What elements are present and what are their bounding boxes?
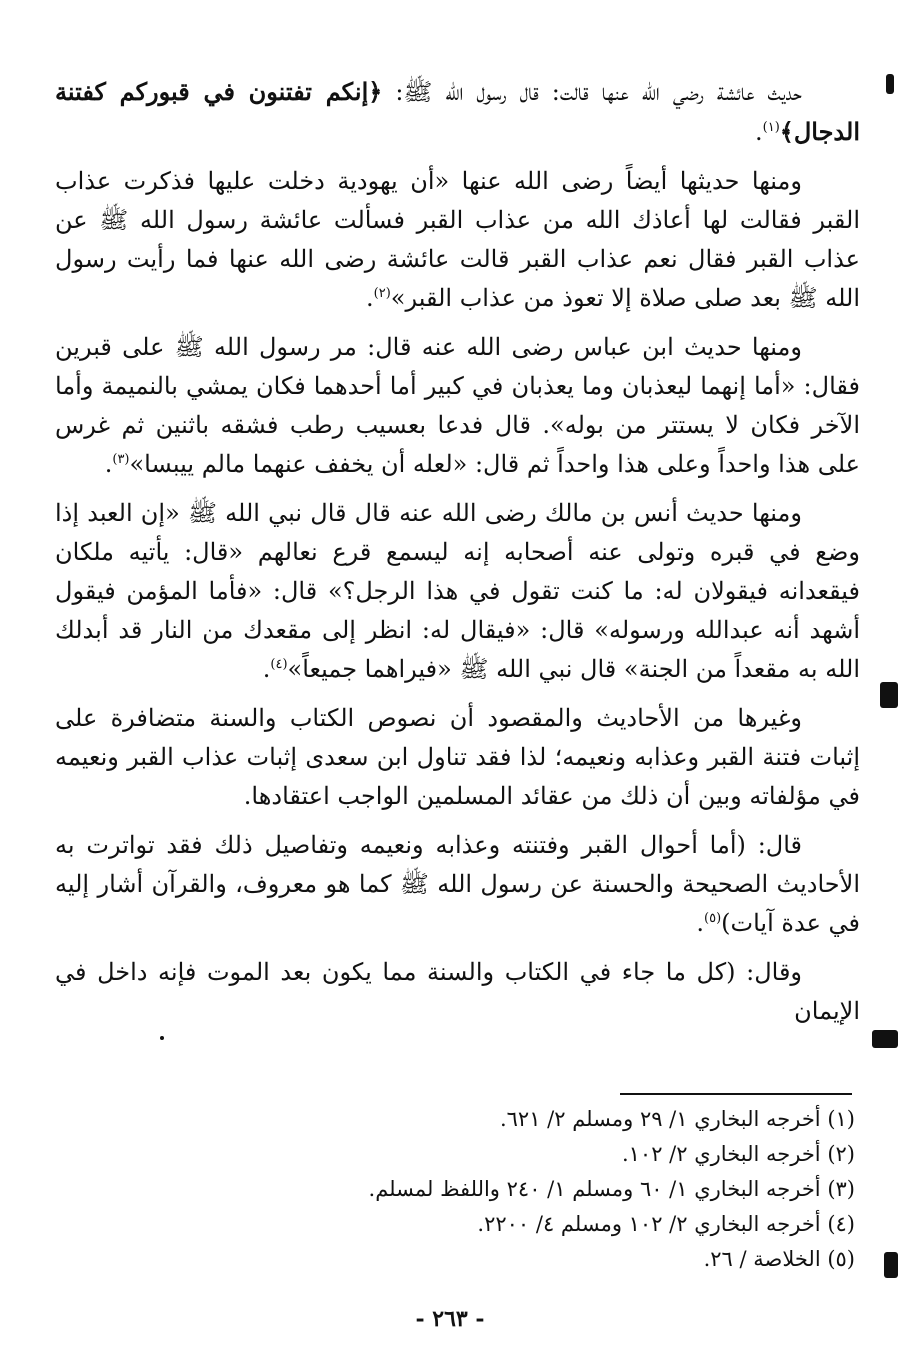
paragraph-text: قال: (أما أحوال القبر وفتنته وعذابه ونعيمه وتفاصيل ذلك فقد تواترت به الأحاديث الصحيحة والحسنة عن رسول الله ﷺ كما هو معروف، والقرآن أشار إليه في عدة آيات) [55, 831, 860, 937]
paragraph-5 [55, 699, 860, 816]
paragraph-text: ومنها حديث أنس بن مالك رضى الله عنه قال قال نبي الله ﷺ «إن العبد إذا وضع في قبره وتولى عنه أصحابه إنه ليسمع قرع نعالهم «قال: يأتيه ملكان فيقعدانه فيقولان له: ما كنت تقول في هذا الرجل؟» قال: «فأما المؤمن فيقول أشهد أنه عبدالله ورسوله» قال: «فيقال له: انظر إلى مقعدك من النار قد أبدلك الله به مقعداً من الجنة» قال نبي الله ﷺ «فيراهما جميعاً» [55, 499, 860, 683]
footnote-ref: (٢) [373, 286, 391, 301]
scan-mark [884, 1252, 898, 1278]
footnote-ref: (٤) [270, 657, 288, 672]
footnote-ref: (٥) [704, 911, 722, 926]
hadith-quote: ﴿إنكم تفتنون في قبوركم كفتنة الدجال﴾ [55, 77, 860, 146]
paragraph-end: . [754, 118, 763, 146]
footnote-ref: (١) [762, 120, 780, 135]
paragraph-text: ومنها حديث ابن عباس رضى الله عنه قال: مر رسول الله ﷺ على قبرين فقال: «أما إنهما ليعذبان وما يعذبان في كبير أما أحدهما فكان يمشي بالنميمة وأما الآخر فكان لا يستتر من بوله». قال فدعا بعسيب رطب فشقه باثنين ثم غرس على هذا واحداً وعلى هذا واحداً ثم قال: «لعله أن يخفف عنهما مالم ييبسا» [55, 333, 860, 478]
paragraph-end: . [262, 655, 271, 683]
paragraph-3 [55, 328, 860, 484]
footnote-5: (٥) الخلاصة / ٢٦. [703, 1247, 855, 1271]
paragraph-end: . [366, 284, 374, 312]
paragraph-1 [55, 72, 860, 152]
footnote-ref: (٣) [112, 452, 130, 467]
paragraph-7 [55, 953, 860, 1031]
paragraph-6 [55, 826, 860, 943]
main-text [55, 72, 860, 1041]
footnotes [300, 1102, 855, 1277]
paragraph-end: . [696, 909, 705, 937]
footnote-4: (٤) أخرجه البخاري ٢/ ١٠٢ ومسلم ٤/ ٢٢٠٠. [477, 1212, 855, 1236]
scan-dot [160, 1036, 164, 1040]
paragraph-4 [55, 494, 860, 689]
footnote-1: (١) أخرجه البخاري ١/ ٢٩ ومسلم ٢/ ٦٢١. [499, 1107, 855, 1131]
scan-mark [886, 74, 894, 94]
footnote-3: (٣) أخرجه البخاري ١/ ٦٠ ومسلم ١/ ٢٤٠ واللفظ لمسلم. [368, 1177, 855, 1201]
paragraph-text: ومنها حديثها أيضاً رضى الله عنها «أن يهودية دخلت عليها فذكرت عذاب القبر فقالت لها أعاذك الله من عذاب القبر فسألت عائشة رسول الله ﷺ عن عذاب القبر فقال نعم عذاب القبر قالت عائشة رضى الله عنها فما رأيت رسول الله ﷺ بعد صلى صلاة إلا تعوذ من عذاب القبر» [55, 167, 860, 312]
page-number: - ٢٦٣ - [415, 1306, 485, 1332]
footnote-2: (٢) أخرجه البخاري ٢/ ١٠٢. [621, 1142, 855, 1166]
paragraph-text: وغيرها من الأحاديث والمقصود أن نصوص الكتاب والسنة متضافرة على إثبات فتنة القبر وعذابه ونعيمه؛ لذا فقد تناول ابن سعدى إثبات عذاب القبر ونعيمه في مؤلفاته وبين أن ذلك من عقائد المسلمين الواجب اعتقادها. [55, 704, 860, 810]
paragraph-text: حديث عائشة رضي الله عنها قالت: قال رسول الله ﷺ: [382, 78, 802, 106]
paragraph-text: وقال: (كل ما جاء في الكتاب والسنة مما يكون بعد الموت فإنه داخل في الإيمان [55, 958, 860, 1025]
footnote-separator [620, 1093, 852, 1095]
paragraph-end: . [104, 450, 113, 478]
scan-mark [872, 1030, 898, 1048]
paragraph-2 [55, 162, 860, 318]
scan-mark [880, 682, 898, 708]
